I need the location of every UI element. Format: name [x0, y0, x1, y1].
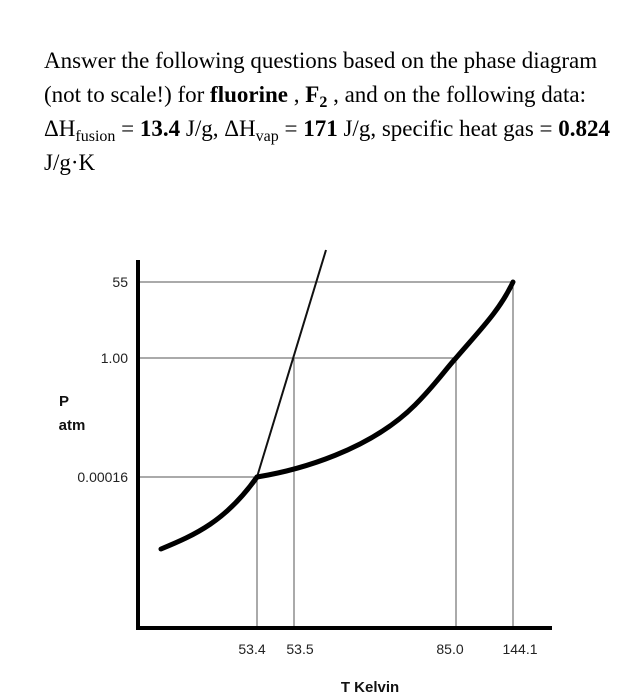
x-tick-label: 144.1: [502, 641, 538, 657]
x-tick-label: 53.4: [238, 641, 266, 657]
specific-heat-value: 0.824: [558, 116, 611, 141]
vaporization-curve: [257, 282, 513, 477]
substance-formula: $F_2$: [305, 82, 328, 111]
y-tick-label: 1.00: [100, 350, 128, 366]
y-axis-title-atm: atm: [58, 417, 86, 434]
question-intro-tail: , and on the following data:: [327, 82, 587, 107]
fusion-curve: [257, 250, 326, 477]
x-axis-title: T Kelvin: [340, 679, 400, 696]
thermo-data: $\Delta H_{fusion} = 13.4$ J/g, $\Delta H_{vap} = 171$ J/g, specific heat gas = 0.824 J/g·K: [44, 116, 611, 175]
substance-name: fluorine: [210, 82, 288, 107]
dh-vap-value: 171: [303, 116, 338, 141]
question-intro: Answer the following questions based on the phase diagram (not to scale!) for: [44, 48, 598, 107]
dh-fusion-value: 13.4: [139, 116, 181, 141]
y-tick-label: 0.00016: [77, 469, 128, 485]
question-text: Answer the following questions based on the phase diagram (not to scale!) for fluorine , $F_2$ , and on the following data: $\Delta H_{fusion} = 13.4$ J/g, $\Delta H_{vap} = 171$ J/g, specific heat gas = 0.824 J/g·K: [44, 44, 624, 180]
x-tick-label: 53.5: [286, 641, 314, 657]
y-axis-title-p: P: [58, 393, 70, 410]
sublimation-curve: [161, 477, 257, 549]
y-tick-label: 55: [112, 274, 128, 290]
x-tick-label: 85.0: [436, 641, 464, 657]
